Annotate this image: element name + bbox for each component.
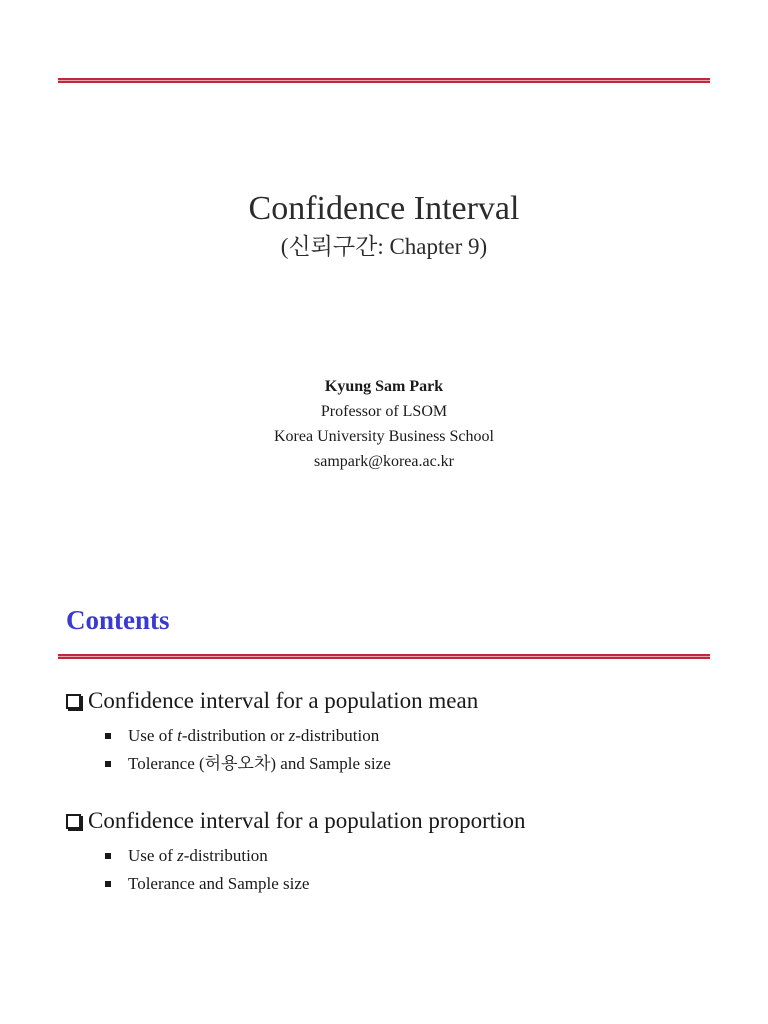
top-divider (58, 78, 710, 83)
page-title: Confidence Interval (248, 190, 520, 227)
page-subtitle: (신뢰구간: Chapter 9) (280, 234, 488, 259)
author-block (0, 374, 768, 474)
section-heading (66, 686, 478, 716)
square-bullet-icon (105, 881, 111, 887)
section-heading-text: Confidence interval for a population proportion (88, 808, 526, 833)
contents-divider (58, 654, 710, 659)
square-bullet-icon (105, 853, 111, 859)
bullet-list (66, 842, 526, 898)
contents-section-mean (66, 686, 478, 778)
contents-section-proportion (66, 806, 526, 898)
square-bullet-icon (105, 761, 111, 767)
list-item: Tolerance (허용오차) and Sample size (66, 750, 478, 778)
checkbox-icon (66, 694, 81, 709)
author-email: sampark@korea.ac.kr (314, 453, 454, 470)
list-item: Tolerance and Sample size (66, 870, 526, 898)
list-item: Use of z-distribution (66, 842, 526, 870)
checkbox-icon (66, 814, 81, 829)
author-position: Professor of LSOM (320, 403, 448, 420)
list-item: Use of t-distribution or z-distribution (66, 722, 478, 750)
bullet-list (66, 722, 478, 778)
section-heading-text: Confidence interval for a population mean (88, 688, 479, 713)
contents-heading: Contents (66, 605, 170, 635)
section-heading (66, 806, 526, 836)
author-affiliation: Korea University Business School (274, 428, 494, 445)
author-name: Kyung Sam Park (324, 378, 444, 395)
square-bullet-icon (105, 733, 111, 739)
